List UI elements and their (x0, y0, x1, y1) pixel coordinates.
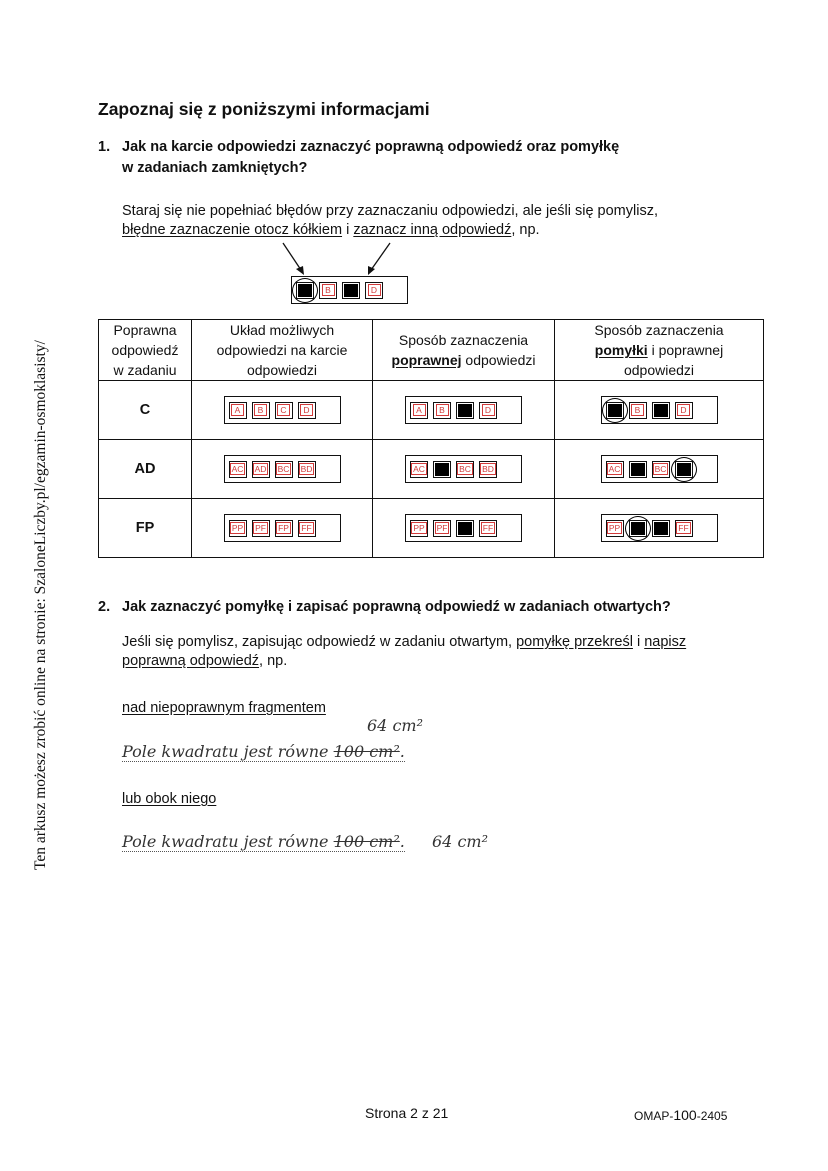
table-row (99, 381, 764, 440)
correct-mark-cell: AC BC BD (373, 440, 555, 499)
instruction-1-mark-text: zaznacz inną odpowiedź (353, 222, 512, 238)
arrow-to-circle (283, 243, 301, 270)
exam-code: OMAP-100-2405 (634, 1107, 728, 1123)
answer-cell-circled (296, 282, 314, 299)
question-2 (98, 597, 778, 618)
example2-sentence: Pole kwadratu jest równe 100 cm². (122, 832, 405, 851)
page-number: Strona 2 z 21 (365, 1105, 449, 1121)
instruction-1 (122, 202, 762, 240)
example2-label: lub obok niego (122, 791, 217, 807)
write-text: napisz (644, 634, 687, 650)
example2-wrong: 100 cm² (333, 832, 400, 851)
arrow-to-new (371, 243, 390, 270)
strike-text: pomyłkę przekreśl (516, 634, 633, 650)
mistake-mark-cell: AC BC (555, 440, 764, 499)
instruction-1-np: , np. (511, 222, 540, 238)
question-1-line2: w zadaniach zamkniętych? (122, 160, 308, 176)
row-code: C (99, 381, 192, 440)
question-1-number: 1. (98, 139, 111, 155)
row-code: AD (99, 440, 192, 499)
instruction-1-circle-text: błędne zaznaczenie otocz kółkiem (122, 222, 343, 238)
correct-answer-text: poprawną odpowiedź (122, 653, 260, 669)
row-code: FP (99, 499, 192, 558)
marking-table (98, 319, 764, 558)
correct-mark-cell: PP PF FF (373, 499, 555, 558)
question-2-number: 2. (98, 599, 111, 615)
instruction-2-line1: Jeśli się pomylisz, zapisując odpowiedź w zadaniu otwartym, pomyłkę przekreśl i napisz (122, 634, 687, 650)
mistake-mark-cell: B D (555, 381, 764, 440)
example2-correction: 64 cm² (432, 832, 488, 851)
example1-wrong: 100 cm² (333, 742, 400, 761)
question-1-line1: Jak na karcie odpowiedzi zaznaczyć poprawną odpowiedź oraz pomyłkę (122, 139, 620, 155)
instruction-2-line2: poprawną odpowiedź, np. (122, 653, 288, 669)
table-row (99, 499, 764, 558)
layout-cell: PP PF FP FF (192, 499, 373, 558)
side-note: Ten arkusz możesz zrobić online na stronie: SzaloneLiczby.pl/egzamin-osmoklasisty/ (32, 340, 49, 870)
example1-label: nad niepoprawnym fragmentem (122, 700, 326, 716)
example-answer-strip (291, 276, 408, 304)
example1-sentence: Pole kwadratu jest równe 100 cm². (122, 742, 405, 761)
arrow-head-2 (368, 266, 375, 275)
table-header-row (99, 320, 764, 381)
instruction-1-line1: Staraj się nie popełniać błędów przy zaznaczaniu odpowiedzi, ale jeśli się pomylisz, (122, 203, 658, 219)
answer-cell: D (365, 282, 383, 299)
mistake-mark-cell: PP FF (555, 499, 764, 558)
table-row (99, 440, 764, 499)
layout-cell: AC AD BC BD (192, 440, 373, 499)
header-correct: Poprawna odpowiedź w zadaniu (99, 320, 192, 381)
arrow-head-1 (296, 266, 304, 275)
answer-cell: B (319, 282, 337, 299)
correct-mark-cell: A B D (373, 381, 555, 440)
instruction-1-and: i (342, 222, 354, 238)
example1-correction: 64 cm² (367, 716, 423, 735)
header-mistake-mark: Sposób zaznaczenia pomyłki i poprawnej odpowiedzi (555, 320, 764, 381)
page-heading: Zapoznaj się z poniższymi informacjami (98, 99, 430, 119)
answer-cell-filled (342, 282, 360, 299)
header-layout: Układ możliwych odpowiedzi na karcie odpowiedzi (192, 320, 373, 381)
instruction-2 (122, 633, 742, 671)
question-2-text: Jak zaznaczyć pomyłkę i zapisać poprawną odpowiedź w zadaniach otwartych? (122, 599, 671, 615)
arrows (0, 240, 828, 300)
question-1 (98, 137, 738, 179)
instruction-1-line2 (122, 221, 762, 240)
layout-cell: A B C D (192, 381, 373, 440)
header-correct-mark: Sposób zaznaczenia poprawnej odpowiedzi (373, 320, 555, 381)
